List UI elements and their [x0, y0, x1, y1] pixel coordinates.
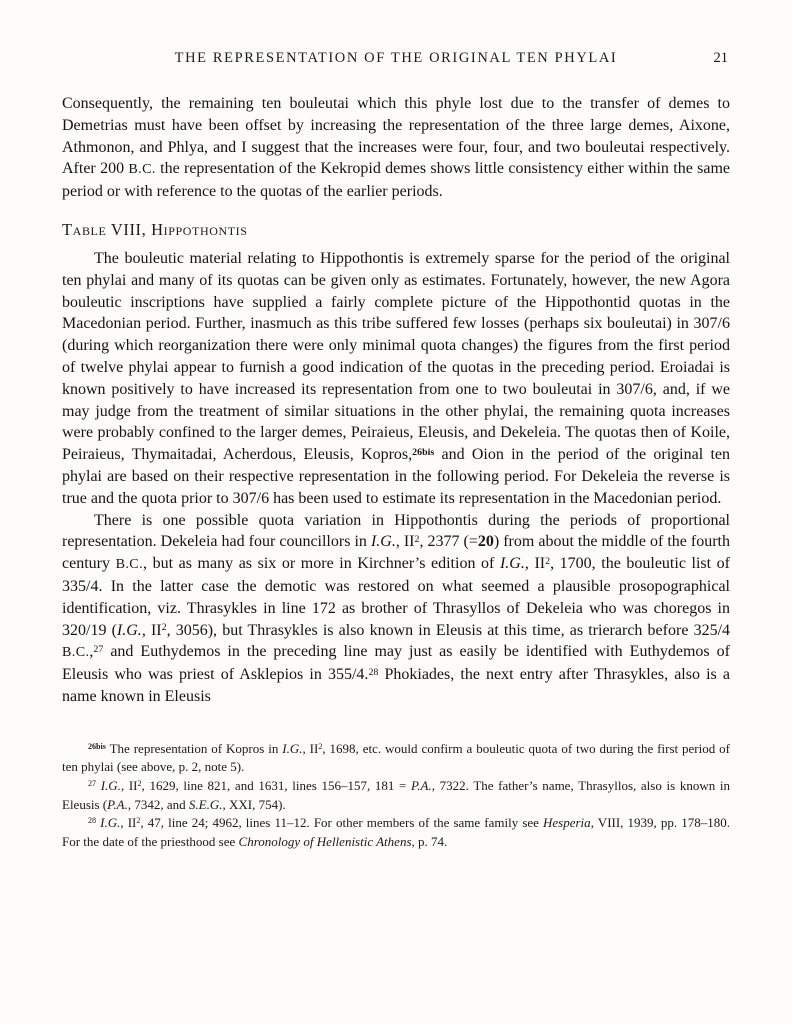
footnote-26bis: $^{26bis}$ The representation of Kopros in I.G., $II^2$, 1698, etc. would confirm a bouleutic quota of two during the first period of ten phylai (see above, p. 2, note 5).: [62, 740, 731, 775]
running-title: THE REPRESENTATION OF THE ORIGINAL TEN PHYLAI: [174, 50, 618, 66]
running-header: [62, 50, 730, 67]
paragraph-hippothontis-material: The bouleutic material relating to Hippothontis is extremely sparse for the period of the original ten phylai and many of its quotas can be given only as estimates. Fortunately, however, the new Agora bouleutic inscriptions have supplied a fairly complete picture of the Hippothontid quotas in the Macedonian period. Further, inasmuch as this tribe suffered few losses (perhaps six bouleutai) in 307/6 (during which reorganization there were only minimal quota changes) the figures from the first period of twelve phylai appear to furnish a good indication of the quotas in the preceding period. Eroiadai is known positively to have increased its representation from one to two bouleutai in 307/6, and, if we may judge from the treatment of similar situations in the other phylai, the remaining quota increases were probably confined to the larger demes, Peiraieus, Eleusis, and Dekeleia. The quotas then of Koile, Peiraieus, Thymaitadai, Acherdous, Eleusis, Kopros,$^{26bis}$ and Oion in the period of the original ten phylai are based on their respective representation in the following period. For Dekeleia the reverse is true and the quota prior to 307/6 has been used to estimate its representation in the Macedonian period.: [62, 249, 730, 507]
footnotes-section: [62, 740, 730, 852]
section-heading-table-viii-hippothontis: Table VIII, Hippothontis: [62, 219, 248, 239]
footnote-27: $^{27}$ I.G., $II^2$, 1629, line 821, and 1631, lines 156–157, 181 = P.A., 7322. The father’s name, Thrasyllos, also is known in Eleusis (P.A., 7342, and S.E.G., XXI, 754).: [62, 777, 730, 812]
paragraph-quota-variation: There is one possible quota variation in Hippothontis during the periods of proportional representation. Dekeleia had four councillors in I.G., $II^2$, 2377 (=20) from about the middle of the fourth century B.C., but as many as six or more in Kirchner’s edition of I.G., $II^2$, 1700, the bouleutic list of 335/4. In the latter case the demotic was restored on what seemed a plausible prosopographical identification, viz. Thrasykles in line 172 as brother of Thrasyllos of Dekeleia who was choregos in 320/19 (I.G., $II^2$, 3056), but Thrasykles is also known in Eleusis at this time, as trierarch before 325/4 B.C.,$^{27}$ and Euthydemos in the preceding line may just as easily be identified with Euthydemos of Eleusis who was priest of Asklepios in 355/4.28 Phokiades, the next entry after Thrasykles, also is a name known in Eleusis: [62, 511, 731, 705]
page-number: 21: [713, 50, 728, 66]
paragraph-kekropid-continuation: Consequently, the remaining ten bouleutai which this phyle lost due to the transfer of demes to Demetrias must have been offset by increasing the representation of the three large demes, Aixone, Athmonon, and Phlya, and I suggest that the increases were four, four, and two bouleutai respectively. After 200 B.C. the representation of the Kekropid demes shows little consistency either within the same period or with reference to the quotas of the earlier periods.: [62, 95, 730, 201]
footnote-28: $^{28}$ I.G., $II^2$, 47, line 24; 4962, lines 11–12. For other members of the same family see Hesperia, VIII, 1939, pp. 178–180. For the date of the priesthood see Chronology of Hellenistic Athens, p. 74.: [62, 815, 730, 849]
